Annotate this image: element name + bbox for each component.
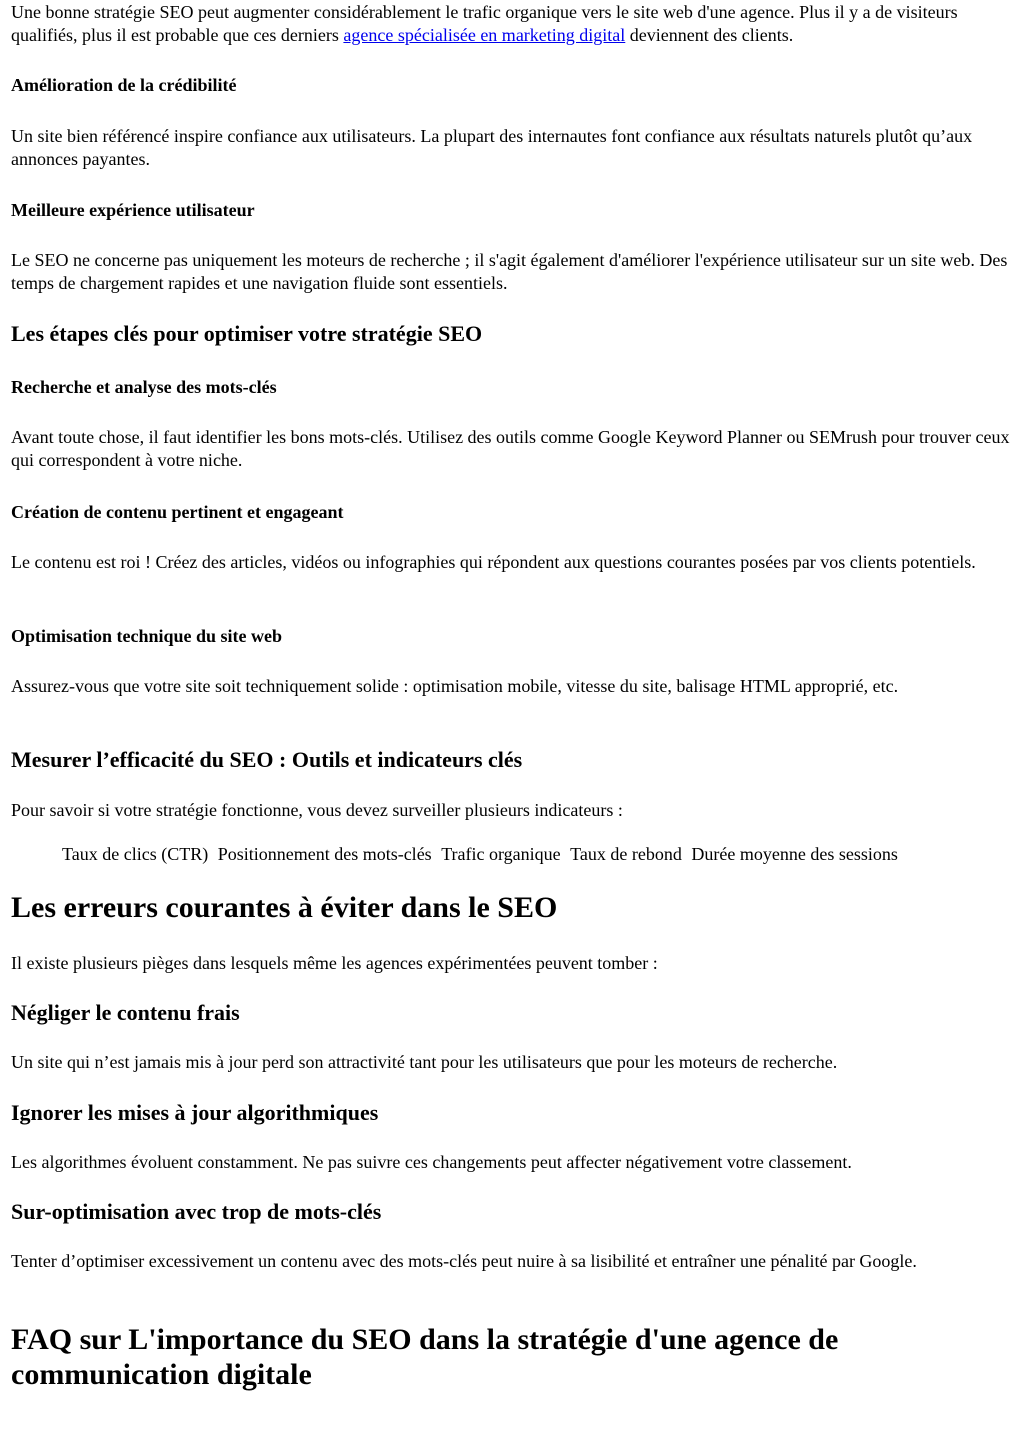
intro-paragraph xyxy=(11,1,1014,47)
heading-credibilite: Amélioration de la crédibilité xyxy=(11,75,237,95)
intro-text: Une bonne stratégie SEO peut augmenter considérablement le trafic organique vers le site web d'une agence. Plus il y a de visiteurs qualifiés, plus il est probable que ces derniers xyxy=(11,2,958,45)
list-item: Trafic organique xyxy=(441,844,561,864)
paragraph-contenu: Le contenu est roi ! Créez des articles, vidéos ou infographies qui répondent aux questions courantes posées par vos clients potentiels. xyxy=(11,552,976,572)
heading-contenu: Création de contenu pertinent et engageant xyxy=(11,502,344,522)
paragraph-suropt: Tenter d’optimiser excessivement un contenu avec des mots-clés peut nuire à sa lisibilité et entraîner une pénalité par Google. xyxy=(11,1251,917,1271)
intro-text-end: deviennent des clients. xyxy=(625,25,794,45)
paragraph-credibilite: Un site bien référencé inspire confiance aux utilisateurs. La plupart des internautes font confiance aux résultats naturels plutôt qu’aux annonces payantes. xyxy=(11,126,973,169)
list-item: Taux de rebond xyxy=(570,844,682,864)
heading-suropt: Sur-optimisation avec trop de mots-clés xyxy=(11,1199,382,1224)
heading-negliger: Négliger le contenu frais xyxy=(11,1000,240,1025)
list-item: Durée moyenne des sessions xyxy=(691,844,898,864)
paragraph-experience: Le SEO ne concerne pas uniquement les moteurs de recherche ; il s'agit également d'améliorer l'expérience utilisateur sur un site web. Des temps de chargement rapides et une navigation fluide sont essentiels. xyxy=(11,250,1008,293)
heading-etapes: Les étapes clés pour optimiser votre stratégie SEO xyxy=(11,321,483,346)
paragraph-mesurer: Pour savoir si votre stratégie fonctionne, vous devez surveiller plusieurs indicateurs : xyxy=(11,800,623,820)
paragraph-erreurs: Il existe plusieurs pièges dans lesquels même les agences expérimentées peuvent tomber : xyxy=(11,953,658,973)
agency-link[interactable]: agence spécialisée en marketing digital xyxy=(343,25,626,45)
list-item: Taux de clics (CTR) xyxy=(62,844,209,864)
paragraph-recherche: Avant toute chose, il faut identifier les bons mots-clés. Utilisez des outils comme Google Keyword Planner ou SEMrush pour trouver ceux qui correspondent à votre niche. xyxy=(11,427,1010,470)
heading-mesurer: Mesurer l’efficacité du SEO : Outils et indicateurs clés xyxy=(11,747,523,772)
heading-experience: Meilleure expérience utilisateur xyxy=(11,200,255,220)
paragraph-ignorer: Les algorithmes évoluent constamment. Ne pas suivre ces changements peut affecter négativement votre classement. xyxy=(11,1152,852,1172)
indicator-list xyxy=(11,843,1014,866)
heading-technique: Optimisation technique du site web xyxy=(11,626,283,646)
paragraph-technique: Assurez-vous que votre site soit techniquement solide : optimisation mobile, vitesse du site, balisage HTML approprié, etc. xyxy=(11,676,899,696)
heading-ignorer: Ignorer les mises à jour algorithmiques xyxy=(11,1100,379,1125)
heading-erreurs: Les erreurs courantes à éviter dans le SEO xyxy=(11,891,558,924)
list-item: Positionnement des mots-clés xyxy=(217,844,432,864)
heading-faq: FAQ sur L'importance du SEO dans la stratégie d'une agence de communication digitale xyxy=(11,1323,839,1391)
paragraph-negliger: Un site qui n’est jamais mis à jour perd son attractivité tant pour les utilisateurs que pour les moteurs de recherche. xyxy=(11,1052,838,1072)
heading-recherche: Recherche et analyse des mots-clés xyxy=(11,377,277,397)
